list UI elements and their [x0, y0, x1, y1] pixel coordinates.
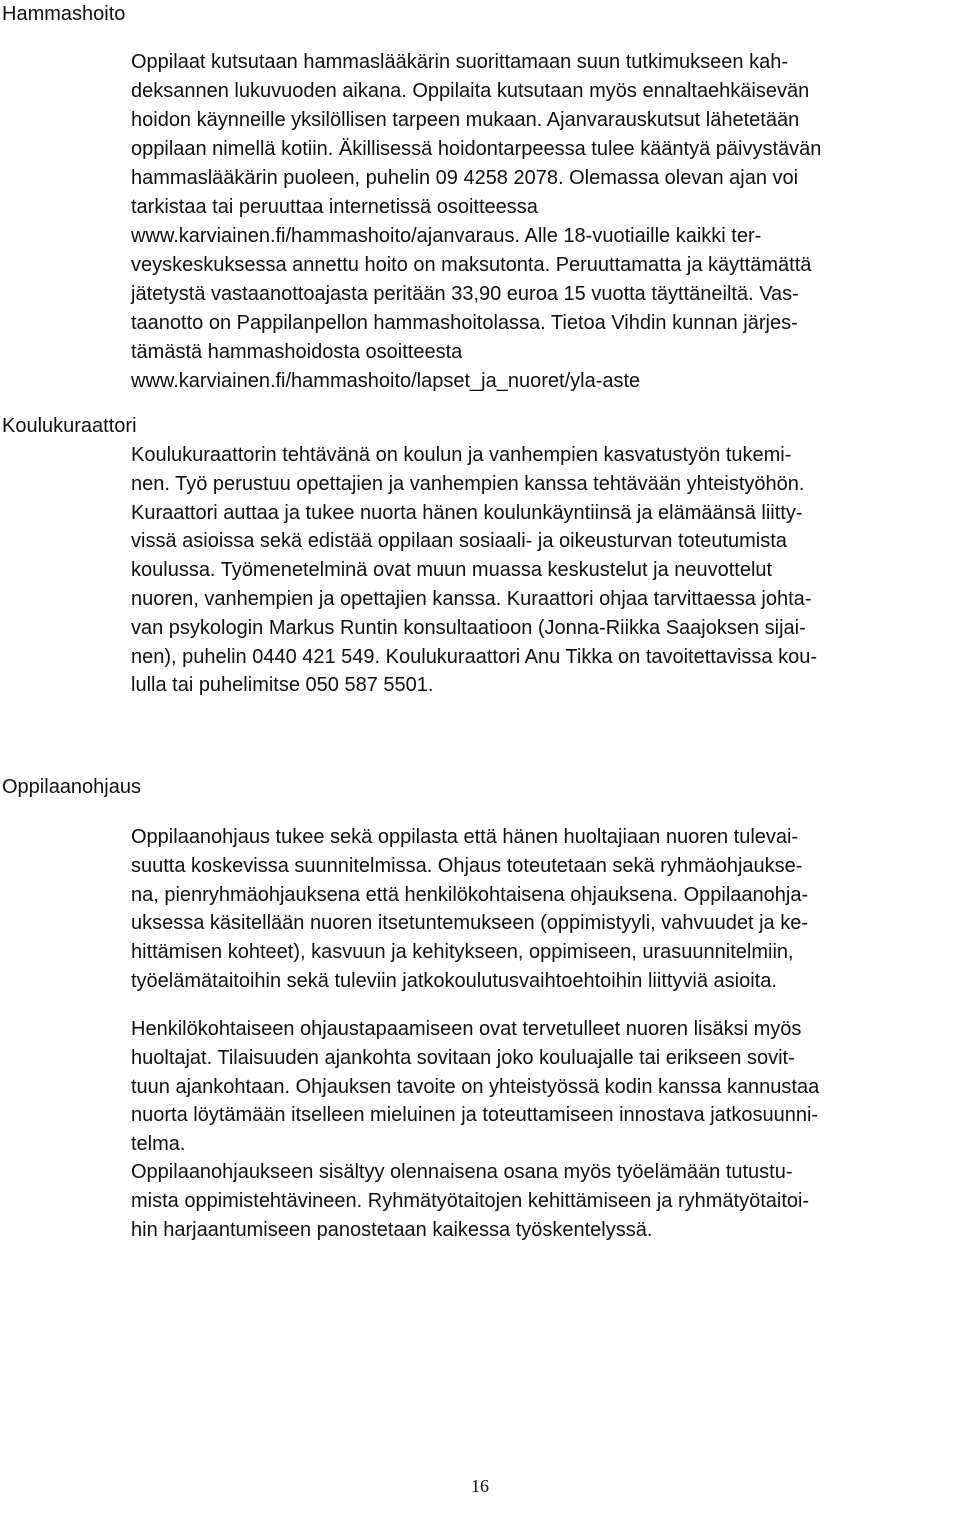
text-line: jätetystä vastaanottoajasta peritään 33,90 euroa 15 vuotta täyttäneiltä. Vas- [131, 283, 799, 305]
text-line: tuun ajankohtaan. Ohjauksen tavoite on yhteistyössä kodin kanssa kannustaa [131, 1075, 820, 1098]
text-line: nuorta löytämään itselleen mieluinen ja toteuttamiseen innostava jatkosuunni- [131, 1104, 819, 1127]
text-line: Oppilaanohjaus tukee sekä oppilasta että hänen huoltajiaan nuoren tulevai- [131, 826, 799, 848]
text-line: deksannen lukuvuoden aikana. Oppilaita kutsutaan myös ennaltaehkäisevän [131, 80, 810, 102]
text-line: Kuraattori auttaa ja tukee nuorta hänen koulunkäyntiinsä ja elämäänsä liitty- [131, 501, 803, 524]
text-line: vissä asioissa sekä edistää oppilaan sosiaali- ja oikeusturvan toteutumista [131, 530, 787, 553]
text-line: oppilaan nimellä kotiin. Äkillisessä hoidontarpeessa tulee kääntyä päivystävän [131, 138, 822, 160]
text-line: Henkilökohtaiseen ohjaustapaamiseen ovat tervetulleet nuoren lisäksi myös [131, 1018, 802, 1040]
text-line: veyskeskuksessa annettu hoito on maksutonta. Peruuttamatta ja käyttämättä [131, 254, 812, 276]
text-line: nen), puhelin 0440 421 549. Koulukuraattori Anu Tikka on tavoitettavissa kou- [131, 645, 818, 668]
text-line: hoidon käynneille yksilöllisen tarpeen mukaan. Ajanvarauskutsut lähetetään [131, 109, 800, 131]
text-line: van psykologin Markus Runtin konsultaatioon (Jonna-Riikka Saajoksen sijai- [131, 616, 806, 639]
paragraph-oppilaanohjaus-3 [131, 1158, 957, 1244]
text-line: www.karviainen.fi/hammashoito/ajanvaraus. Alle 18-vuotiaille kaikki ter- [131, 225, 762, 247]
paragraph-oppilaanohjaus-2 [131, 1015, 957, 1159]
text-line: Koulukuraattorin tehtävänä on koulun ja vanhempien kasvatustyön tukemi- [131, 444, 792, 466]
text-line: huoltajat. Tilaisuuden ajankohta sovitaan joko kouluajalle tai erikseen sovit- [131, 1046, 795, 1069]
text-line: nen. Työ perustuu opettajien ja vanhempien kanssa tehtävään yhteistyöhön. [131, 472, 805, 495]
text-line: Oppilaat kutsutaan hammaslääkärin suorittamaan suun tutkimukseen kah- [131, 51, 789, 73]
paragraph-hammashoito [131, 48, 960, 396]
text-line: hin harjaantumiseen panostetaan kaikessa työskentelyssä. [131, 1218, 653, 1241]
heading-hammashoito: Hammashoito [2, 3, 126, 25]
text-line: hittämisen kohteet), kasvuun ja kehitykseen, oppimiseen, urasuunnitelmiin, [131, 941, 794, 964]
heading-koulukuraattori: Koulukuraattori [2, 415, 137, 437]
paragraph-koulukuraattori [131, 441, 957, 700]
text-line: tarkistaa tai peruuttaa internetissä osoitteessa [131, 196, 538, 218]
text-line: taanotto on Pappilanpellon hammashoitolassa. Tietoa Vihdin kunnan järjes- [131, 312, 798, 334]
text-line: työelämätaitoihin sekä tuleviin jatkokoulutusvaihtoehtoihin liittyviä asioita. [131, 969, 777, 992]
text-line: nuoren, vanhempien ja opettajien kanssa. Kuraattori ohjaa tarvittaessa johta- [131, 587, 812, 610]
text-line: suutta koskevissa suunnitelmissa. Ohjaus toteutetaan sekä ryhmäohjaukse- [131, 854, 803, 877]
text-line: na, pienryhmäohjauksena että henkilökohtaisena ohjauksena. Oppilaanohja- [131, 883, 809, 906]
page-number: 16 [471, 1476, 489, 1496]
heading-oppilaanohjaus: Oppilaanohjaus [2, 776, 141, 798]
text-line: Oppilaanohjaukseen sisältyy olennaisena osana myös työelämään tutustu- [131, 1161, 793, 1183]
text-line: lulla tai puhelimitse 050 587 5501. [131, 674, 434, 697]
text-line: tämästä hammashoidosta osoitteesta [131, 341, 463, 363]
text-line: koulussa. Työmenetelminä ovat muun muassa keskustelut ja neuvottelut [131, 559, 773, 582]
text-line: telma. [131, 1133, 186, 1156]
text-line: mista oppimistehtävineen. Ryhmätyötaitojen kehittämiseen ja ryhmätyötaitoi- [131, 1189, 810, 1212]
text-line: www.karviainen.fi/hammashoito/lapset_ja_nuoret/yla-aste [131, 370, 641, 392]
text-line: hammaslääkärin puoleen, puhelin 09 4258 2078. Olemassa olevan ajan voi [131, 167, 799, 189]
text-line: uksessa käsitellään nuoren itsetuntemukseen (oppimistyyli, vahvuudet ja ke- [131, 912, 809, 935]
paragraph-oppilaanohjaus-1 [131, 823, 957, 996]
